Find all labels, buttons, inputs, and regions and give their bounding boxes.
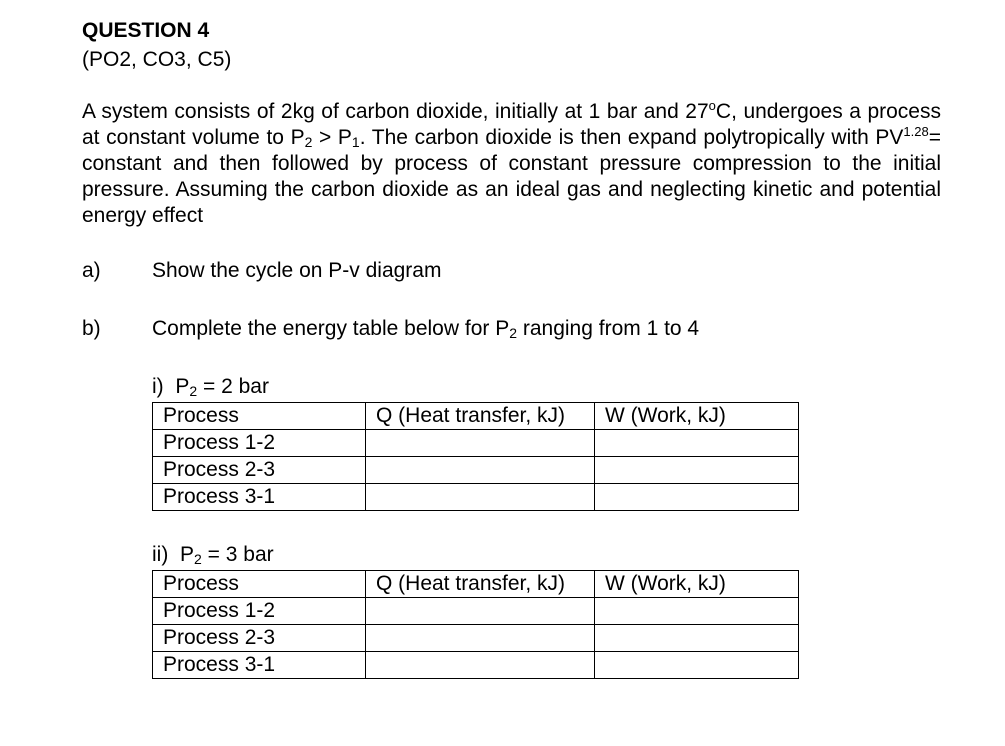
- part-b-subscript: 2: [509, 325, 518, 341]
- heat-cell[interactable]: [366, 430, 595, 457]
- work-cell[interactable]: [595, 457, 799, 484]
- table-row: [153, 652, 799, 679]
- work-cell[interactable]: [595, 484, 799, 511]
- case-2-heading: [152, 543, 274, 567]
- case-1-heading: [152, 375, 269, 399]
- table-header-row: [153, 403, 799, 430]
- polytropic-exponent: 1.28: [903, 124, 929, 139]
- table-row: [153, 484, 799, 511]
- part-a-text: Show the cycle on P-v diagram: [152, 259, 442, 282]
- case-2-label: ii): [152, 543, 169, 566]
- part-b-label: b): [82, 317, 101, 340]
- heat-cell[interactable]: [366, 598, 595, 625]
- work-cell[interactable]: [595, 430, 799, 457]
- energy-table-1: [152, 402, 799, 511]
- case-1-label: i): [152, 375, 164, 398]
- header-process: Process: [153, 571, 366, 598]
- case-2-pvar: P: [180, 543, 195, 566]
- header-work: W (Work, kJ): [595, 403, 799, 430]
- question-title: QUESTION 4: [82, 19, 210, 42]
- case-1-pvalue: = 2 bar: [197, 375, 269, 398]
- question-outcomes: (PO2, CO3, C5): [82, 48, 232, 71]
- energy-table-2: [152, 570, 799, 679]
- work-cell[interactable]: [595, 652, 799, 679]
- row-process-name: Process 1-2: [153, 430, 366, 457]
- body-text-5: = constant and then followed by process of constant pressure compression to the initial pressure. Assuming the carbon dioxide as an ideal gas and neglecting kinetic and potential energy effect: [82, 126, 941, 227]
- table-row: [153, 598, 799, 625]
- header-heat: Q (Heat transfer, kJ): [366, 571, 595, 598]
- row-process-name: Process 3-1: [153, 484, 366, 511]
- case-2-pvalue: = 3 bar: [201, 543, 274, 566]
- case-1-pvar: P: [175, 375, 190, 398]
- body-text-4: . The carbon dioxide is then expand polytropically with PV: [359, 126, 904, 149]
- part-b-text-post: ranging from 1 to 4: [517, 317, 700, 340]
- p1-subscript: 1: [351, 134, 360, 150]
- part-b-text: [152, 317, 699, 341]
- case-2-psub: 2: [194, 551, 202, 567]
- case-1-psub: 2: [189, 383, 198, 399]
- work-cell[interactable]: [595, 598, 799, 625]
- question-body: [82, 99, 941, 229]
- header-work: W (Work, kJ): [595, 571, 799, 598]
- header-process: Process: [153, 403, 366, 430]
- work-cell[interactable]: [595, 625, 799, 652]
- degree-superscript: o: [708, 98, 716, 113]
- body-text-3: > P: [312, 126, 352, 149]
- body-text-1: A system consists of 2kg of carbon dioxide, initially at 1 bar and 27: [82, 100, 709, 123]
- heat-cell[interactable]: [366, 457, 595, 484]
- table-header-row: [153, 571, 799, 598]
- row-process-name: Process 1-2: [153, 598, 366, 625]
- heat-cell[interactable]: [366, 625, 595, 652]
- table-row: [153, 457, 799, 484]
- row-process-name: Process 2-3: [153, 625, 366, 652]
- header-heat: Q (Heat transfer, kJ): [366, 403, 595, 430]
- heat-cell[interactable]: [366, 652, 595, 679]
- heat-cell[interactable]: [366, 484, 595, 511]
- p2-subscript: 2: [304, 134, 313, 150]
- part-a-label: a): [82, 259, 101, 282]
- body-text-2: C, undergoes a process at constant volume to P: [82, 100, 941, 149]
- row-process-name: Process 3-1: [153, 652, 366, 679]
- table-row: [153, 625, 799, 652]
- row-process-name: Process 2-3: [153, 457, 366, 484]
- table-row: [153, 430, 799, 457]
- part-b-text-pre: Complete the energy table below for P: [152, 317, 510, 340]
